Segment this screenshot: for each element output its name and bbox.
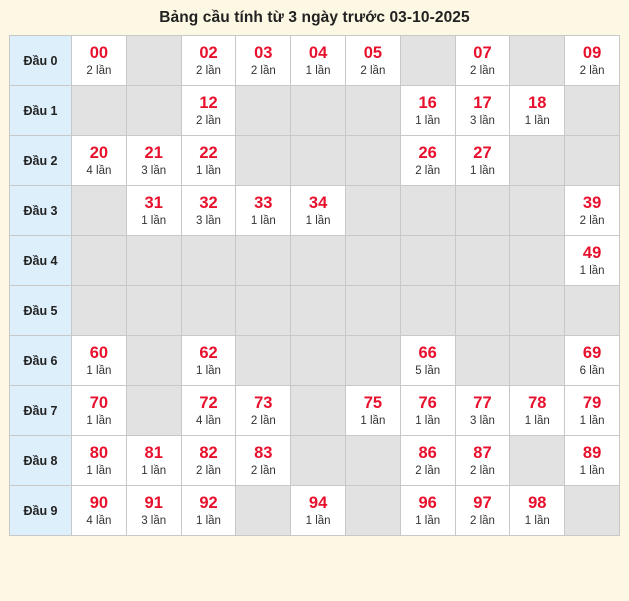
- cell-count: 1 lần: [196, 515, 221, 528]
- number-cell[interactable]: [72, 136, 127, 186]
- empty-cell: [510, 286, 565, 336]
- cell-number: 17: [473, 94, 492, 113]
- cell-number: 31: [144, 194, 163, 213]
- number-cell[interactable]: [126, 186, 181, 236]
- cell-number: 33: [254, 194, 273, 213]
- cell-count: 4 lần: [86, 515, 112, 528]
- cell-number: 62: [199, 344, 218, 363]
- cell-count: 3 lần: [141, 165, 167, 178]
- empty-cell: [236, 236, 291, 286]
- cell-number: 02: [199, 44, 218, 63]
- cell-number: 21: [144, 144, 163, 163]
- number-cell[interactable]: [236, 386, 291, 436]
- empty-cell: [236, 486, 291, 536]
- empty-cell: [126, 386, 181, 436]
- empty-cell: [510, 236, 565, 286]
- number-cell[interactable]: [291, 486, 346, 536]
- cell-number: 96: [418, 494, 437, 513]
- empty-cell: [291, 236, 346, 286]
- cell-count: 6 lần: [579, 365, 605, 378]
- empty-cell: [72, 86, 127, 136]
- number-cell[interactable]: [455, 136, 510, 186]
- cell-number: 97: [473, 494, 492, 513]
- number-cell[interactable]: [565, 236, 620, 286]
- number-cell[interactable]: [291, 186, 346, 236]
- cell-number: 66: [418, 344, 437, 363]
- cell-number: 04: [308, 44, 328, 63]
- number-cell[interactable]: [236, 436, 291, 486]
- cell-number: 70: [89, 394, 109, 413]
- empty-cell: [510, 36, 565, 86]
- cell-number: 22: [199, 144, 218, 163]
- empty-cell: [181, 236, 236, 286]
- cell-number: 91: [144, 494, 163, 513]
- number-cell[interactable]: [565, 186, 620, 236]
- cell-number: 18: [528, 94, 547, 113]
- number-cell[interactable]: [72, 436, 127, 486]
- table-body: [10, 36, 620, 536]
- cell-count: 1 lần: [415, 115, 441, 128]
- cell-number: 20: [89, 144, 109, 163]
- number-cell[interactable]: [181, 436, 236, 486]
- number-cell[interactable]: [345, 386, 400, 436]
- cell-count: 2 lần: [579, 65, 605, 78]
- table-row: [10, 236, 620, 286]
- empty-cell: [345, 86, 400, 136]
- empty-cell: [291, 336, 346, 386]
- table-row: [10, 136, 620, 186]
- empty-cell: [455, 186, 510, 236]
- empty-cell: [510, 186, 565, 236]
- empty-cell: [400, 36, 455, 86]
- empty-cell: [126, 286, 181, 336]
- table-row: [10, 286, 620, 336]
- cell-count: 1 lần: [305, 65, 331, 78]
- number-cell[interactable]: [510, 86, 565, 136]
- number-cell[interactable]: [181, 186, 236, 236]
- frequency-table: [9, 35, 620, 536]
- cell-count: 2 lần: [415, 465, 441, 478]
- number-cell[interactable]: [510, 486, 565, 536]
- empty-cell: [291, 86, 346, 136]
- number-cell[interactable]: [400, 386, 455, 436]
- number-cell[interactable]: [181, 86, 236, 136]
- empty-cell: [345, 486, 400, 536]
- row-header-3: Đầu 3: [10, 186, 72, 236]
- number-cell[interactable]: [126, 486, 181, 536]
- number-cell[interactable]: [400, 86, 455, 136]
- empty-cell: [126, 36, 181, 86]
- table-row: [10, 386, 620, 436]
- row-header-7: Đầu 7: [10, 386, 72, 436]
- empty-cell: [345, 336, 400, 386]
- number-cell[interactable]: [455, 436, 510, 486]
- empty-cell: [126, 236, 181, 286]
- cell-count: 1 lần: [360, 415, 386, 428]
- row-header-5: Đầu 5: [10, 286, 72, 336]
- cell-number: 92: [199, 494, 218, 513]
- cell-count: 2 lần: [250, 415, 276, 428]
- cell-count: 2 lần: [470, 515, 495, 528]
- cell-count: 1 lần: [141, 215, 167, 228]
- cell-count: 1 lần: [86, 415, 112, 428]
- cell-count: 3 lần: [470, 415, 495, 428]
- number-cell[interactable]: [455, 86, 510, 136]
- cell-number: 09: [582, 44, 602, 63]
- cell-number: 79: [582, 394, 602, 413]
- cell-number: 27: [473, 144, 492, 163]
- cell-count: 1 lần: [415, 515, 441, 528]
- cell-count: 1 lần: [305, 515, 331, 528]
- cell-count: 3 lần: [470, 115, 495, 128]
- cell-count: 1 lần: [196, 165, 221, 178]
- cell-number: 12: [199, 94, 218, 113]
- row-header-8: Đầu 8: [10, 436, 72, 486]
- table-row: [10, 336, 620, 386]
- cell-number: 86: [418, 444, 437, 463]
- empty-cell: [565, 486, 620, 536]
- cell-count: 2 lần: [415, 165, 441, 178]
- number-cell[interactable]: [181, 386, 236, 436]
- empty-cell: [291, 386, 346, 436]
- empty-cell: [126, 336, 181, 386]
- cell-number: 81: [144, 444, 163, 463]
- row-header-0: Đầu 0: [10, 36, 72, 86]
- number-cell[interactable]: [400, 136, 455, 186]
- number-cell[interactable]: [72, 386, 127, 436]
- empty-cell: [565, 86, 620, 136]
- row-header-2: Đầu 2: [10, 136, 72, 186]
- cell-count: 2 lần: [470, 465, 495, 478]
- empty-cell: [455, 236, 510, 286]
- number-cell[interactable]: [565, 436, 620, 486]
- empty-cell: [565, 136, 620, 186]
- cell-count: 4 lần: [86, 165, 112, 178]
- empty-cell: [72, 286, 127, 336]
- cell-number: 32: [199, 194, 218, 213]
- cell-count: 2 lần: [196, 115, 221, 128]
- cell-count: 2 lần: [86, 65, 112, 78]
- number-cell[interactable]: [181, 136, 236, 186]
- number-cell[interactable]: [455, 386, 510, 436]
- row-header-4: Đầu 4: [10, 236, 72, 286]
- cell-number: 90: [89, 494, 109, 513]
- cell-number: 03: [254, 44, 273, 63]
- empty-cell: [455, 286, 510, 336]
- table-row: [10, 36, 620, 86]
- cell-count: 1 lần: [86, 365, 112, 378]
- cell-number: 94: [308, 494, 328, 513]
- page-title: Bảng cầu tính từ 3 ngày trước 03-10-2025: [159, 9, 470, 26]
- cell-count: 1 lần: [86, 465, 112, 478]
- number-cell[interactable]: [400, 486, 455, 536]
- cell-count: 1 lần: [415, 415, 441, 428]
- number-cell[interactable]: [565, 336, 620, 386]
- cell-number: 83: [254, 444, 273, 463]
- cell-number: 77: [473, 394, 492, 413]
- cell-number: 39: [582, 194, 602, 213]
- number-cell[interactable]: [510, 386, 565, 436]
- number-cell[interactable]: [72, 36, 127, 86]
- cell-number: 07: [473, 44, 492, 63]
- cell-count: 3 lần: [196, 215, 221, 228]
- cell-number: 34: [308, 194, 328, 213]
- table-row: [10, 186, 620, 236]
- cell-number: 87: [473, 444, 492, 463]
- table-row: [10, 436, 620, 486]
- number-cell[interactable]: [72, 486, 127, 536]
- empty-cell: [345, 286, 400, 336]
- number-cell[interactable]: [181, 336, 236, 386]
- cell-count: 1 lần: [524, 415, 550, 428]
- cell-number: 73: [254, 394, 273, 413]
- empty-cell: [126, 86, 181, 136]
- cell-number: 98: [528, 494, 547, 513]
- cell-number: 75: [363, 394, 383, 413]
- empty-cell: [72, 236, 127, 286]
- empty-cell: [400, 186, 455, 236]
- cell-count: 1 lần: [250, 215, 276, 228]
- empty-cell: [345, 136, 400, 186]
- cell-number: 69: [582, 344, 602, 363]
- cell-count: 1 lần: [579, 465, 605, 478]
- cell-count: 1 lần: [524, 115, 550, 128]
- empty-cell: [291, 286, 346, 336]
- number-cell[interactable]: [565, 386, 620, 436]
- cell-count: 1 lần: [524, 515, 550, 528]
- number-cell[interactable]: [126, 436, 181, 486]
- cell-count: 2 lần: [579, 215, 605, 228]
- number-cell[interactable]: [181, 486, 236, 536]
- number-cell[interactable]: [455, 486, 510, 536]
- number-cell[interactable]: [565, 36, 620, 86]
- cell-number: 16: [418, 94, 437, 113]
- cell-count: 1 lần: [305, 215, 331, 228]
- cell-count: 1 lần: [141, 465, 167, 478]
- number-cell[interactable]: [236, 186, 291, 236]
- cell-number: 82: [199, 444, 218, 463]
- row-header-1: Đầu 1: [10, 86, 72, 136]
- cell-count: 2 lần: [196, 465, 221, 478]
- empty-cell: [510, 136, 565, 186]
- empty-cell: [345, 236, 400, 286]
- cell-number: 89: [582, 444, 602, 463]
- cell-count: 1 lần: [470, 165, 495, 178]
- empty-cell: [236, 136, 291, 186]
- cell-count: 2 lần: [470, 65, 495, 78]
- table-row: [10, 86, 620, 136]
- cell-number: 60: [89, 344, 109, 363]
- cell-count: 2 lần: [250, 65, 276, 78]
- cell-number: 49: [582, 244, 602, 263]
- cell-count: 1 lần: [579, 265, 605, 278]
- cell-count: 2 lần: [196, 65, 221, 78]
- row-header-9: Đầu 9: [10, 486, 72, 536]
- cell-number: 80: [89, 444, 109, 463]
- table-row: [10, 486, 620, 536]
- number-cell[interactable]: [400, 336, 455, 386]
- number-cell[interactable]: [345, 36, 400, 86]
- number-cell[interactable]: [400, 436, 455, 486]
- empty-cell: [181, 286, 236, 336]
- empty-cell: [291, 136, 346, 186]
- empty-cell: [455, 336, 510, 386]
- number-cell[interactable]: [236, 36, 291, 86]
- row-header-6: Đầu 6: [10, 336, 72, 386]
- empty-cell: [510, 436, 565, 486]
- empty-cell: [400, 286, 455, 336]
- number-cell[interactable]: [181, 36, 236, 86]
- number-cell[interactable]: [72, 336, 127, 386]
- cell-count: 2 lần: [250, 465, 276, 478]
- empty-cell: [291, 436, 346, 486]
- cell-number: 00: [89, 44, 109, 63]
- empty-cell: [236, 286, 291, 336]
- cell-number: 26: [418, 144, 437, 163]
- empty-cell: [236, 86, 291, 136]
- empty-cell: [345, 186, 400, 236]
- empty-cell: [565, 286, 620, 336]
- cell-count: 2 lần: [360, 65, 386, 78]
- empty-cell: [345, 436, 400, 486]
- cell-number: 78: [528, 394, 547, 413]
- cell-count: 1 lần: [196, 365, 221, 378]
- cell-number: 05: [363, 44, 383, 63]
- cell-number: 76: [418, 394, 437, 413]
- empty-cell: [72, 186, 127, 236]
- cell-count: 4 lần: [196, 415, 221, 428]
- number-cell[interactable]: [126, 136, 181, 186]
- cell-count: 1 lần: [579, 415, 605, 428]
- empty-cell: [400, 236, 455, 286]
- empty-cell: [236, 336, 291, 386]
- cell-count: 3 lần: [141, 515, 167, 528]
- cell-number: 72: [199, 394, 218, 413]
- number-cell[interactable]: [455, 36, 510, 86]
- number-cell[interactable]: [291, 36, 346, 86]
- cell-count: 5 lần: [415, 365, 441, 378]
- empty-cell: [510, 336, 565, 386]
